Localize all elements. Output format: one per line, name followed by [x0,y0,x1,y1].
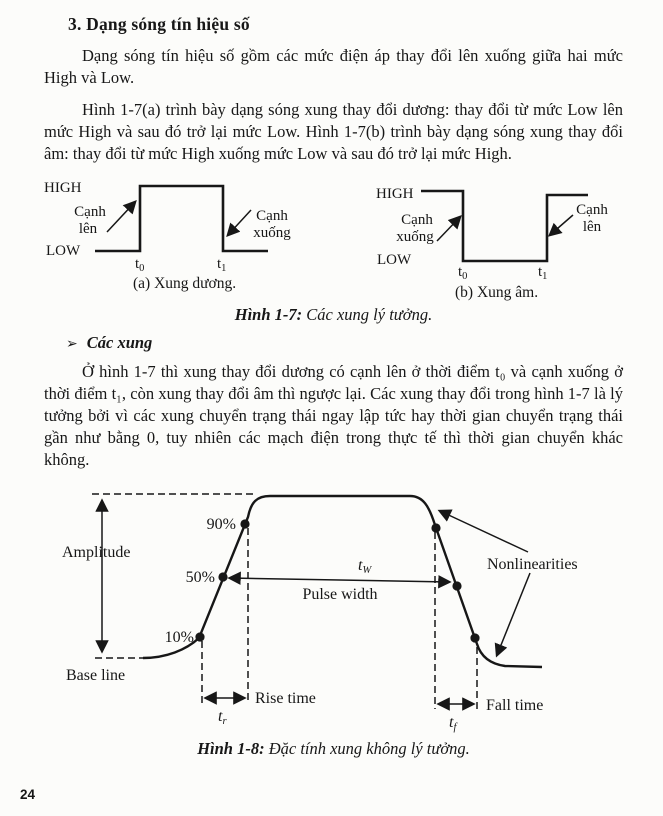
label-low-a: LOW [46,243,81,259]
label-high-b: HIGH [376,186,414,202]
positive-pulse-waveform [95,186,268,251]
fall-50pct-dot [452,581,461,590]
label-tr: tr [218,708,227,727]
paragraph-fig17-description: Hình 1-7(a) trình bày dạng sóng xung thay đổi dương: thay đổi từ mức Low lên mức High và sau đó trở lại mức Low. Hình 1-7(b) trình bày dạng sóng xung thay đổi âm: thay đổi từ mức High xuống mức Low và sau đó trở lại mức High. [44,100,623,163]
figure-1-7-diagrams [0,175,663,303]
label-t0-b: $t_0$ [458,264,468,282]
paragraph-pulses: Ở hình 1-7 thì xung thay đổi dương có cạnh lên ở thời điểm t₀ và cạnh xuống ở thời điểm t₁, còn xung thay đổi âm thì ngược lại. Các xung thay đổi trong hình 1-7 là lý tưởng bởi vì các xung chuyển trạng thái ngay lập tức hay thời gian chuyển trạng thái gần như bằng 0, tuy nhiên các mạch điện trong thực tế thì thời gian chuyển khác không. [44,362,623,469]
rising-edge-arrow-a [107,202,135,232]
label-tf: tf [449,714,457,733]
label-falling-edge-b-1: Cạnh [401,212,433,228]
pulse-width-arrow [230,578,449,582]
falling-edge-arrow-b [437,217,460,241]
nonlinearity-arrow-bottom [497,573,530,655]
label-t0-a: $t_0$ [135,256,145,274]
label-rising-edge-b-2: lên [582,219,602,235]
label-falling-edge-a-2: xuống [253,225,291,241]
rise-50pct-dot [218,572,227,581]
figure-1-7 [0,175,663,303]
fall-90pct-dot [431,523,440,532]
label-t1-b: $t_1$ [538,264,548,282]
figure-1-7-caption-label: Hình 1-7: [234,305,303,324]
falling-edge-arrow-a [228,210,251,235]
label-50pct: 50% [185,569,215,586]
page-number: 24 [20,787,36,802]
rise-90pct-dot [240,519,249,528]
label-amplitude: Amplitude [62,544,131,561]
label-rising-edge-b-1: Cạnh [576,202,608,218]
figure-1-8 [0,481,663,737]
label-tw: tW [358,557,372,576]
figure-1-8-caption-label: Hình 1-8: [197,739,265,758]
arrowhead-bullet-icon: ➢ [66,336,78,352]
label-nonlinearities: Nonlinearities [487,556,578,573]
label-rise-time: Rise time [255,690,316,707]
subsection-title: Các xung [86,333,153,352]
label-10pct: 10% [164,629,194,646]
label-t1-a: $t_1$ [217,256,227,274]
rising-edge-arrow-b [550,215,573,235]
figure-1-8-caption-text: Đặc tính xung không lý tưởng. [264,739,470,758]
nonlinearity-arrow-top [440,511,528,552]
label-90pct: 90% [206,516,236,533]
label-rising-edge-a-1: Cạnh [74,204,106,220]
section-heading: 3. Dạng sóng tín hiệu số [68,14,250,34]
label-falling-edge-b-2: xuống [396,229,434,245]
label-rising-edge-a-2: lên [78,221,98,237]
label-high-a: HIGH [44,180,82,196]
figure-1-7-caption-text: Các xung lý tưởng. [302,305,433,324]
label-base-line: Base line [66,667,126,684]
paragraph-intro: Dạng sóng tín hiệu số gồm các mức điện áp thay đổi lên xuống giữa hai mức High và Low. [44,46,623,87]
figure-1-8-caption [44,739,623,759]
label-pulse-width: Pulse width [302,586,378,603]
rise-10pct-dot [195,632,204,641]
negative-pulse-waveform [421,191,588,261]
figure-1-7b-caption: (b) Xung âm. [455,284,539,301]
fall-10pct-dot [470,633,479,642]
label-low-b: LOW [377,252,412,268]
figure-1-7-caption [44,305,623,325]
subsection-heading [66,333,623,353]
label-fall-time: Fall time [486,697,544,714]
figure-1-7a-caption: (a) Xung dương. [133,275,237,292]
label-falling-edge-a-1: Cạnh [256,208,288,224]
figure-1-8-diagram [0,481,663,737]
